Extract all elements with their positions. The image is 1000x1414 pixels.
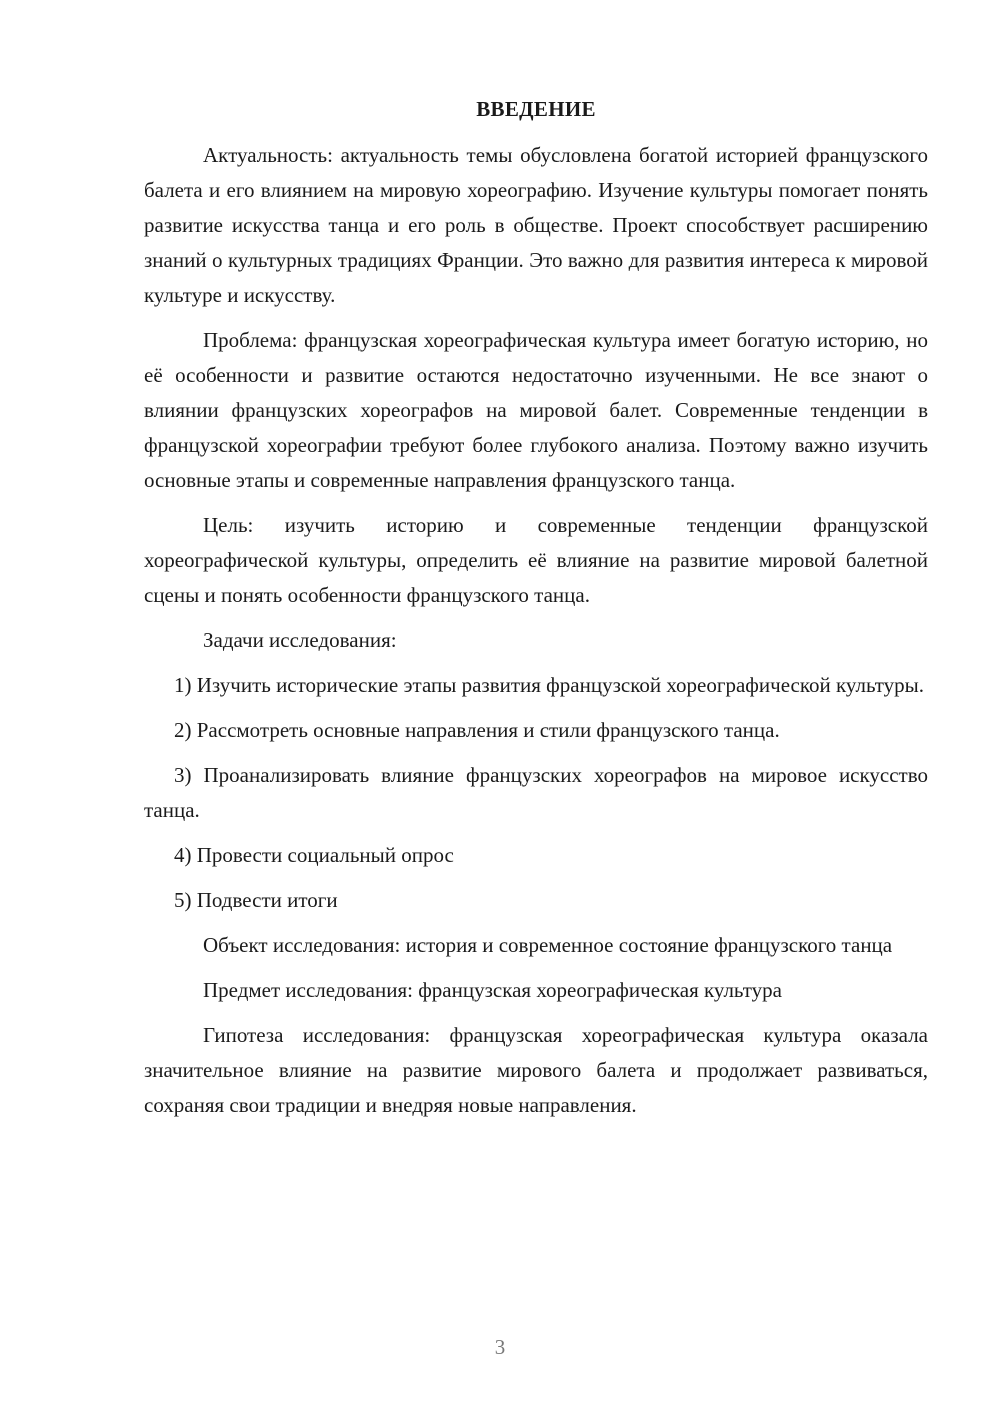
page-title: ВВЕДЕНИЕ bbox=[476, 97, 596, 121]
paragraph-tasks-heading: Задачи исследования: bbox=[203, 628, 397, 652]
task-item-4: 4) Провести социальный опрос bbox=[174, 843, 454, 867]
page-content bbox=[144, 92, 928, 1133]
task-item-1: 1) Изучить исторические этапы развития французской хореографической культуры. bbox=[174, 673, 924, 697]
task-item-3: 3) Проанализировать влияние французских хореографов на мировое искусство танца. bbox=[144, 763, 928, 822]
task-item-2: 2) Рассмотреть основные направления и стили французского танца. bbox=[174, 718, 780, 742]
paragraph-problem: Проблема: французская хореографическая культура имеет богатую историю, но её особенности и развитие остаются недостаточно изученными. Не все знают о влиянии французских хореографов на мировой балет. Современные тенденции в французской хореографии требуют более глубокого анализа. Поэтому важно изучить основные этапы и современные направления французского танца. bbox=[144, 328, 928, 492]
paragraph-goal: Цель: изучить историю и современные тенденции французской хореографической культуры, определить её влияние на развитие мировой балетной сцены и понять особенности французского танца. bbox=[144, 513, 928, 607]
paragraph-relevance: Актуальность: актуальность темы обусловлена богатой историей французского балета и его влиянием на мировую хореографию. Изучение культуры помогает понять развитие искусства танца и его роль в обществе. Проект способствует расширению знаний о культурных традициях Франции. Это важно для развития интереса к мировой культуре и искусству. bbox=[144, 143, 928, 307]
task-item-5: 5) Подвести итоги bbox=[174, 888, 338, 912]
paragraph-object: Объект исследования: история и современное состояние французского танца bbox=[203, 933, 893, 957]
page-number: 3 bbox=[494, 1335, 506, 1359]
paragraph-subject: Предмет исследования: французская хореографическая культура bbox=[203, 978, 782, 1002]
paragraph-hypothesis: Гипотеза исследования: французская хореографическая культура оказала значительное влияние на развитие мирового балета и продолжает развиваться, сохраняя свои традиции и внедряя новые направления. bbox=[144, 1023, 928, 1117]
